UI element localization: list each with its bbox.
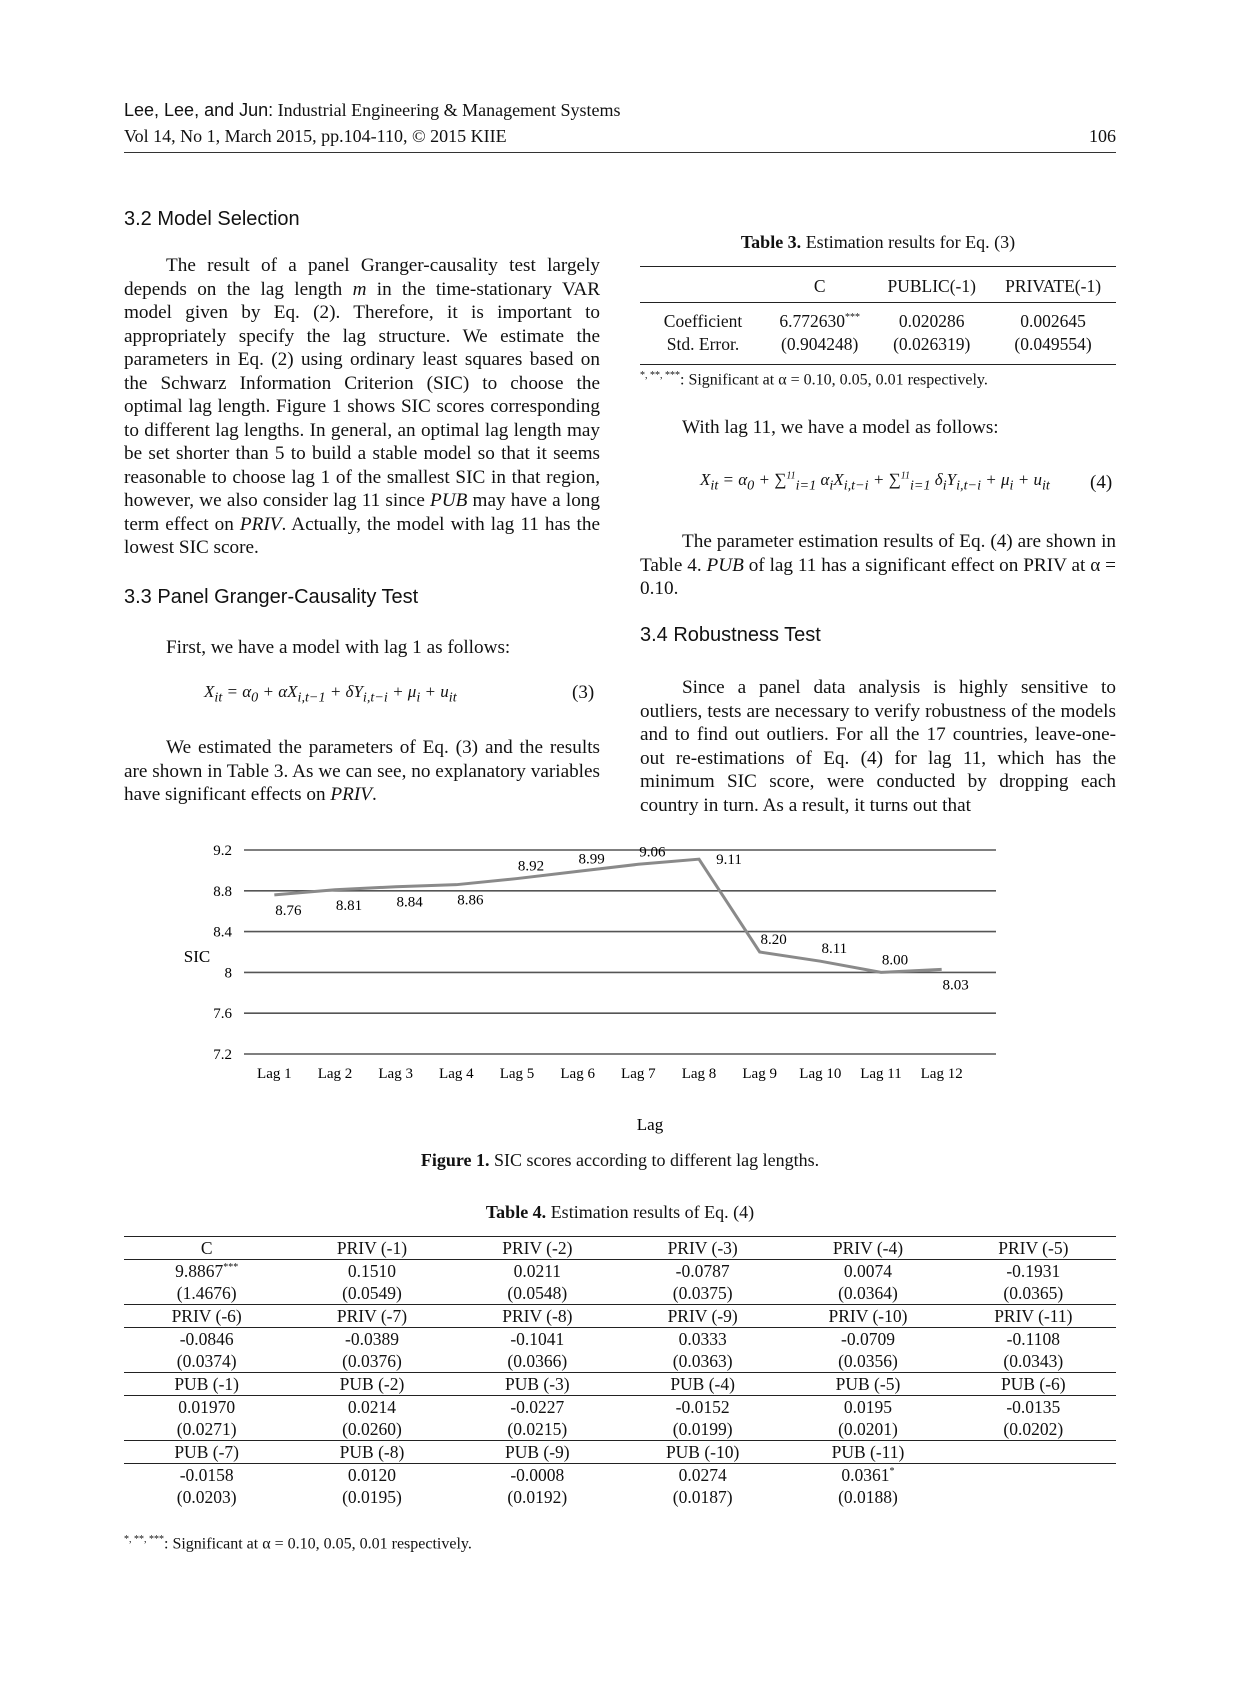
header-rule xyxy=(124,152,1116,153)
table-cell: 6.772630*** xyxy=(779,311,860,331)
figure-1-caption: Figure 1. SIC scores according to different lag lengths. xyxy=(420,1150,820,1170)
equation-3: $X_{it} = \alpha_0 + \alpha X_{i,t-1} + \delta Y_{i,t-i} + \mu_i + u_{it}$ xyxy=(204,682,457,706)
table-header-cell xyxy=(951,1441,1116,1464)
data-label: 9.11 xyxy=(716,852,742,869)
y-axis-label: SIC xyxy=(183,947,211,966)
table-se-row xyxy=(124,1418,1116,1441)
paragraph: The parameter estimation results of Eq. (4) are shown in Table 4. PUB of lag 11 has a significant effect on PRIV at α = 0.10. xyxy=(640,531,1116,599)
table4-reference-paragraph xyxy=(640,530,1116,601)
table-cell: 0.0333 xyxy=(678,1328,727,1349)
table-header-cell: PUB (-5) xyxy=(785,1373,950,1396)
table-header-cell: PRIV (-8) xyxy=(455,1305,620,1328)
table-cell: -0.0158 xyxy=(179,1464,234,1485)
figure-1-chart xyxy=(160,840,1080,1140)
data-label: 8.81 xyxy=(335,897,363,914)
table-cell: 0.020286 xyxy=(898,311,965,331)
x-tick-label: Lag 6 xyxy=(560,1066,595,1082)
table-header-cell: PRIV (-4) xyxy=(785,1237,950,1260)
data-label: 8.03 xyxy=(942,977,969,994)
table-cell: 0.0274 xyxy=(678,1464,727,1485)
table-header-cell: PRIV (-9) xyxy=(620,1305,785,1328)
table-3-note: *, **, ***: Significant at α = 0.10, 0.05, 0.01 respectively. xyxy=(640,370,988,389)
table-cell: (0.0364) xyxy=(838,1282,898,1303)
table-header-cell: PUB (-10) xyxy=(620,1441,785,1464)
table-cell: (0.0356) xyxy=(838,1350,898,1371)
x-tick-label: Lag 11 xyxy=(860,1066,902,1082)
table-se-row xyxy=(124,1282,1116,1305)
table-coef-row xyxy=(124,1396,1116,1419)
x-tick-label: Lag 4 xyxy=(439,1066,474,1082)
table-cell: (0.026319) xyxy=(893,334,971,354)
table-label-row xyxy=(124,1237,1116,1260)
row-label: Std. Error. xyxy=(666,334,740,354)
y-tick-label: 8.8 xyxy=(213,883,232,900)
table-cell: (0.049554) xyxy=(1014,334,1092,354)
table-cell: (0.0201) xyxy=(838,1418,898,1439)
table-header-cell: PUB (-8) xyxy=(289,1441,454,1464)
table-cell: -0.0227 xyxy=(510,1396,565,1417)
x-tick-label: Lag 1 xyxy=(257,1066,292,1082)
x-axis-label: Lag xyxy=(636,1115,664,1134)
table-cell: (0.0343) xyxy=(1003,1350,1064,1371)
table-header-cell: PUB (-2) xyxy=(289,1373,454,1396)
table-cell: (0.0187) xyxy=(672,1486,733,1507)
paragraph: We estimated the parameters of Eq. (3) and the results are shown in Table 3. As we can see, no explanatory variables have significant effects on PRIV. xyxy=(124,737,600,805)
x-tick-label: Lag 3 xyxy=(378,1066,413,1082)
table-cell: -0.1108 xyxy=(1006,1328,1060,1349)
table-header-cell: PUB (-9) xyxy=(455,1441,620,1464)
table-cell: 0.0214 xyxy=(347,1396,397,1417)
table-header-cell: PRIV (-11) xyxy=(951,1305,1116,1328)
data-label: 9.06 xyxy=(639,844,666,861)
table-coef-row xyxy=(124,1464,1116,1487)
table-header-cell: PUB (-1) xyxy=(124,1373,289,1396)
data-label: 8.11 xyxy=(821,941,848,958)
table-cell: (0.0188) xyxy=(838,1486,898,1507)
section-3-3-para1 xyxy=(124,636,600,660)
x-tick-label: Lag 7 xyxy=(621,1066,656,1082)
x-tick-label: Lag 9 xyxy=(742,1066,777,1082)
table-cell: -0.0008 xyxy=(510,1464,565,1485)
section-3-3-para2 xyxy=(124,736,600,807)
y-tick-label: 8 xyxy=(224,965,232,982)
section-3-2-body xyxy=(124,254,600,560)
paragraph: The result of a panel Granger-causality test largely depends on the lag length m in the time-stationary VAR model given by Eq. (2). Therefore, it is important to appropriately specify the lag structure. We estimate the parameters in Eq. (2) using ordinary least squares based on the Schwarz Information Criterion (SIC) to choose the optimal lag length. Figure 1 shows SIC scores corresponding to different lag lengths. In general, an optimal lag length may be set shorter than 5 to build a stable model so that it seems reasonable to choose lag 1 of the smallest SIC in that region, however, we also consider lag 11 since PUB may have a long term effect on PRIV. Actually, the model with lag 11 has the lowest SIC score. xyxy=(124,255,601,558)
row-label: Coefficient xyxy=(663,311,743,331)
table-header-cell: PRIV (-10) xyxy=(785,1305,950,1328)
table-cell: -0.0709 xyxy=(841,1328,895,1349)
table-3-top-rule xyxy=(640,266,1116,267)
table-row xyxy=(640,333,1116,356)
section-3-4-body xyxy=(640,676,1116,817)
table-cell: (0.904248) xyxy=(781,334,859,354)
table-cell: (0.0363) xyxy=(672,1350,733,1371)
table-cell: -0.0787 xyxy=(675,1260,730,1281)
table-3-caption: Table 3. Estimation results for Eq. (3) xyxy=(740,232,1016,252)
data-label: 8.76 xyxy=(275,902,302,919)
x-tick-label: Lag 10 xyxy=(799,1066,842,1082)
table-cell: (0.0203) xyxy=(176,1486,237,1507)
table-cell: (0.0260) xyxy=(342,1418,402,1439)
table-label-row xyxy=(124,1373,1116,1396)
y-tick-label: 7.2 xyxy=(213,1047,232,1063)
data-label: 8.92 xyxy=(517,858,545,875)
data-label: 8.20 xyxy=(760,932,787,948)
table-cell: -0.1931 xyxy=(1006,1260,1061,1281)
table-header-cell: PRIV (-5) xyxy=(951,1237,1116,1260)
paragraph: First, we have a model with lag 1 as follows: xyxy=(166,637,511,658)
x-tick-label: Lag 2 xyxy=(317,1066,353,1082)
table-se-row xyxy=(124,1486,1116,1508)
table-cell: (1.4676) xyxy=(176,1282,237,1303)
table-coef-row xyxy=(124,1260,1116,1283)
table-cell: -0.0135 xyxy=(1006,1396,1061,1417)
page-number: 106 xyxy=(1089,126,1116,146)
table-label-row xyxy=(124,1441,1116,1464)
table-3 xyxy=(640,272,1116,356)
table-cell: (0.0365) xyxy=(1003,1282,1064,1303)
x-tick-label: Lag 8 xyxy=(681,1066,717,1082)
equation-3-number: (3) xyxy=(572,682,595,703)
y-tick-label: 8.4 xyxy=(213,924,232,941)
table-cell: (0.0195) xyxy=(342,1486,402,1507)
y-tick-label: 7.6 xyxy=(213,1006,232,1023)
x-tick-label: Lag 5 xyxy=(499,1066,535,1082)
y-tick-label: 9.2 xyxy=(213,843,232,859)
data-label: 8.99 xyxy=(578,851,605,868)
table-cell: 0.0195 xyxy=(843,1396,893,1417)
table-cell xyxy=(951,1486,1116,1508)
equation-4-number: (4) xyxy=(1090,472,1113,493)
table-cell: 0.0211 xyxy=(513,1260,562,1281)
table-header-row xyxy=(640,272,1116,302)
table-cell: (0.0199) xyxy=(672,1418,733,1439)
table-cell: (0.0271) xyxy=(176,1418,237,1439)
section-heading-3-4: 3.4 Robustness Test xyxy=(640,624,821,646)
table-cell: (0.0215) xyxy=(507,1418,568,1439)
x-tick-labels xyxy=(257,1066,963,1082)
table-header-cell: PUB (-3) xyxy=(455,1373,620,1396)
table-label-row xyxy=(124,1305,1116,1328)
table-cell: 0.002645 xyxy=(1020,311,1086,331)
table-cell: (0.0549) xyxy=(342,1282,402,1303)
table-cell: -0.0389 xyxy=(345,1328,399,1349)
table-4 xyxy=(124,1236,1116,1508)
equation-4: $X_{it} = \alpha_0 + \sum^{11}_{i=1}$ $\alpha_iX_{i,t-i} + \sum^{11}_{i=1}$ $\delta_iY_{i,t-i} + \mu_i + u_{it}$ xyxy=(700,470,1050,494)
table-se-row xyxy=(124,1350,1116,1373)
table-header-cell: PRIV (-6) xyxy=(124,1305,289,1328)
table-header-cell: PRIV (-3) xyxy=(620,1237,785,1260)
section-heading-3-2: 3.2 Model Selection xyxy=(124,208,300,230)
table-4-caption: Table 4. Estimation results of Eq. (4) xyxy=(485,1202,755,1222)
table-header-cell: PRIV (-2) xyxy=(455,1237,620,1260)
paragraph: With lag 11, we have a model as follows: xyxy=(682,417,999,438)
table-row xyxy=(640,310,1116,333)
table-header-cell: PUB (-11) xyxy=(785,1441,950,1464)
table-cell: 0.1510 xyxy=(347,1260,397,1281)
table-cell: 0.0074 xyxy=(843,1260,893,1281)
table-cell: 0.0361* xyxy=(841,1464,895,1485)
table-cell: (0.0192) xyxy=(507,1486,568,1507)
table-cell: 0.0120 xyxy=(347,1464,397,1485)
table-header-cell: PUB (-6) xyxy=(951,1373,1116,1396)
header-journal: Industrial Engineering & Management Systems xyxy=(277,100,621,120)
data-label: 8.84 xyxy=(396,894,423,911)
table-cell: (0.0376) xyxy=(342,1350,402,1371)
paragraph: Since a panel data analysis is highly sensitive to outliers, tests are necessary to verify robustness of the models and to find out outliers. For all the 17 countries, leave-one-out re-estimations of Eq. (4) for lag 11, which has the minimum SIC score, were conducted by dropping each country in turn. As a result, it turns out that xyxy=(640,677,1116,816)
table-cell: (0.0366) xyxy=(507,1350,568,1371)
header-volume: Vol 14, No 1, March 2015, pp.104-110, © 2015 KIIE xyxy=(124,126,507,146)
x-tick-label: Lag 12 xyxy=(920,1066,963,1082)
table-cell: -0.1041 xyxy=(510,1328,565,1349)
lag11-intro xyxy=(640,416,1116,440)
table-cell: (0.0548) xyxy=(507,1282,568,1303)
header-authors: Lee, Lee, and Jun: xyxy=(124,100,274,120)
y-tick-labels xyxy=(213,843,232,1063)
table-header-cell: C xyxy=(124,1237,289,1260)
table-cell: (0.0374) xyxy=(176,1350,237,1371)
table-cell: (0.0375) xyxy=(672,1282,733,1303)
data-label: 8.00 xyxy=(881,952,909,969)
table-cell: -0.0846 xyxy=(179,1328,234,1349)
running-header xyxy=(124,100,621,121)
table-header-cell: PRIVATE(-1) xyxy=(1005,276,1102,297)
table-header-cell: C xyxy=(813,276,826,297)
table-cell: 9.8867*** xyxy=(175,1260,239,1281)
table-cell: (0.0202) xyxy=(1003,1418,1064,1439)
table-header-cell: PUB (-7) xyxy=(124,1441,289,1464)
data-label: 8.86 xyxy=(457,892,484,909)
table-3-bottom-rule xyxy=(640,364,1116,365)
table-4-note: *, **, ***: Significant at α = 0.10, 0.05, 0.01 respectively. xyxy=(124,1534,472,1553)
table-cell: 0.01970 xyxy=(178,1396,236,1417)
section-heading-3-3: 3.3 Panel Granger-Causality Test xyxy=(124,586,419,608)
table-header-cell: PUBLIC(-1) xyxy=(887,276,976,297)
table-coef-row xyxy=(124,1328,1116,1351)
table-cell: -0.0152 xyxy=(675,1396,730,1417)
table-header-cell: PRIV (-1) xyxy=(289,1237,454,1260)
table-header-cell: PUB (-4) xyxy=(620,1373,785,1396)
table-cell xyxy=(951,1464,1116,1487)
table-header-cell: PRIV (-7) xyxy=(289,1305,454,1328)
